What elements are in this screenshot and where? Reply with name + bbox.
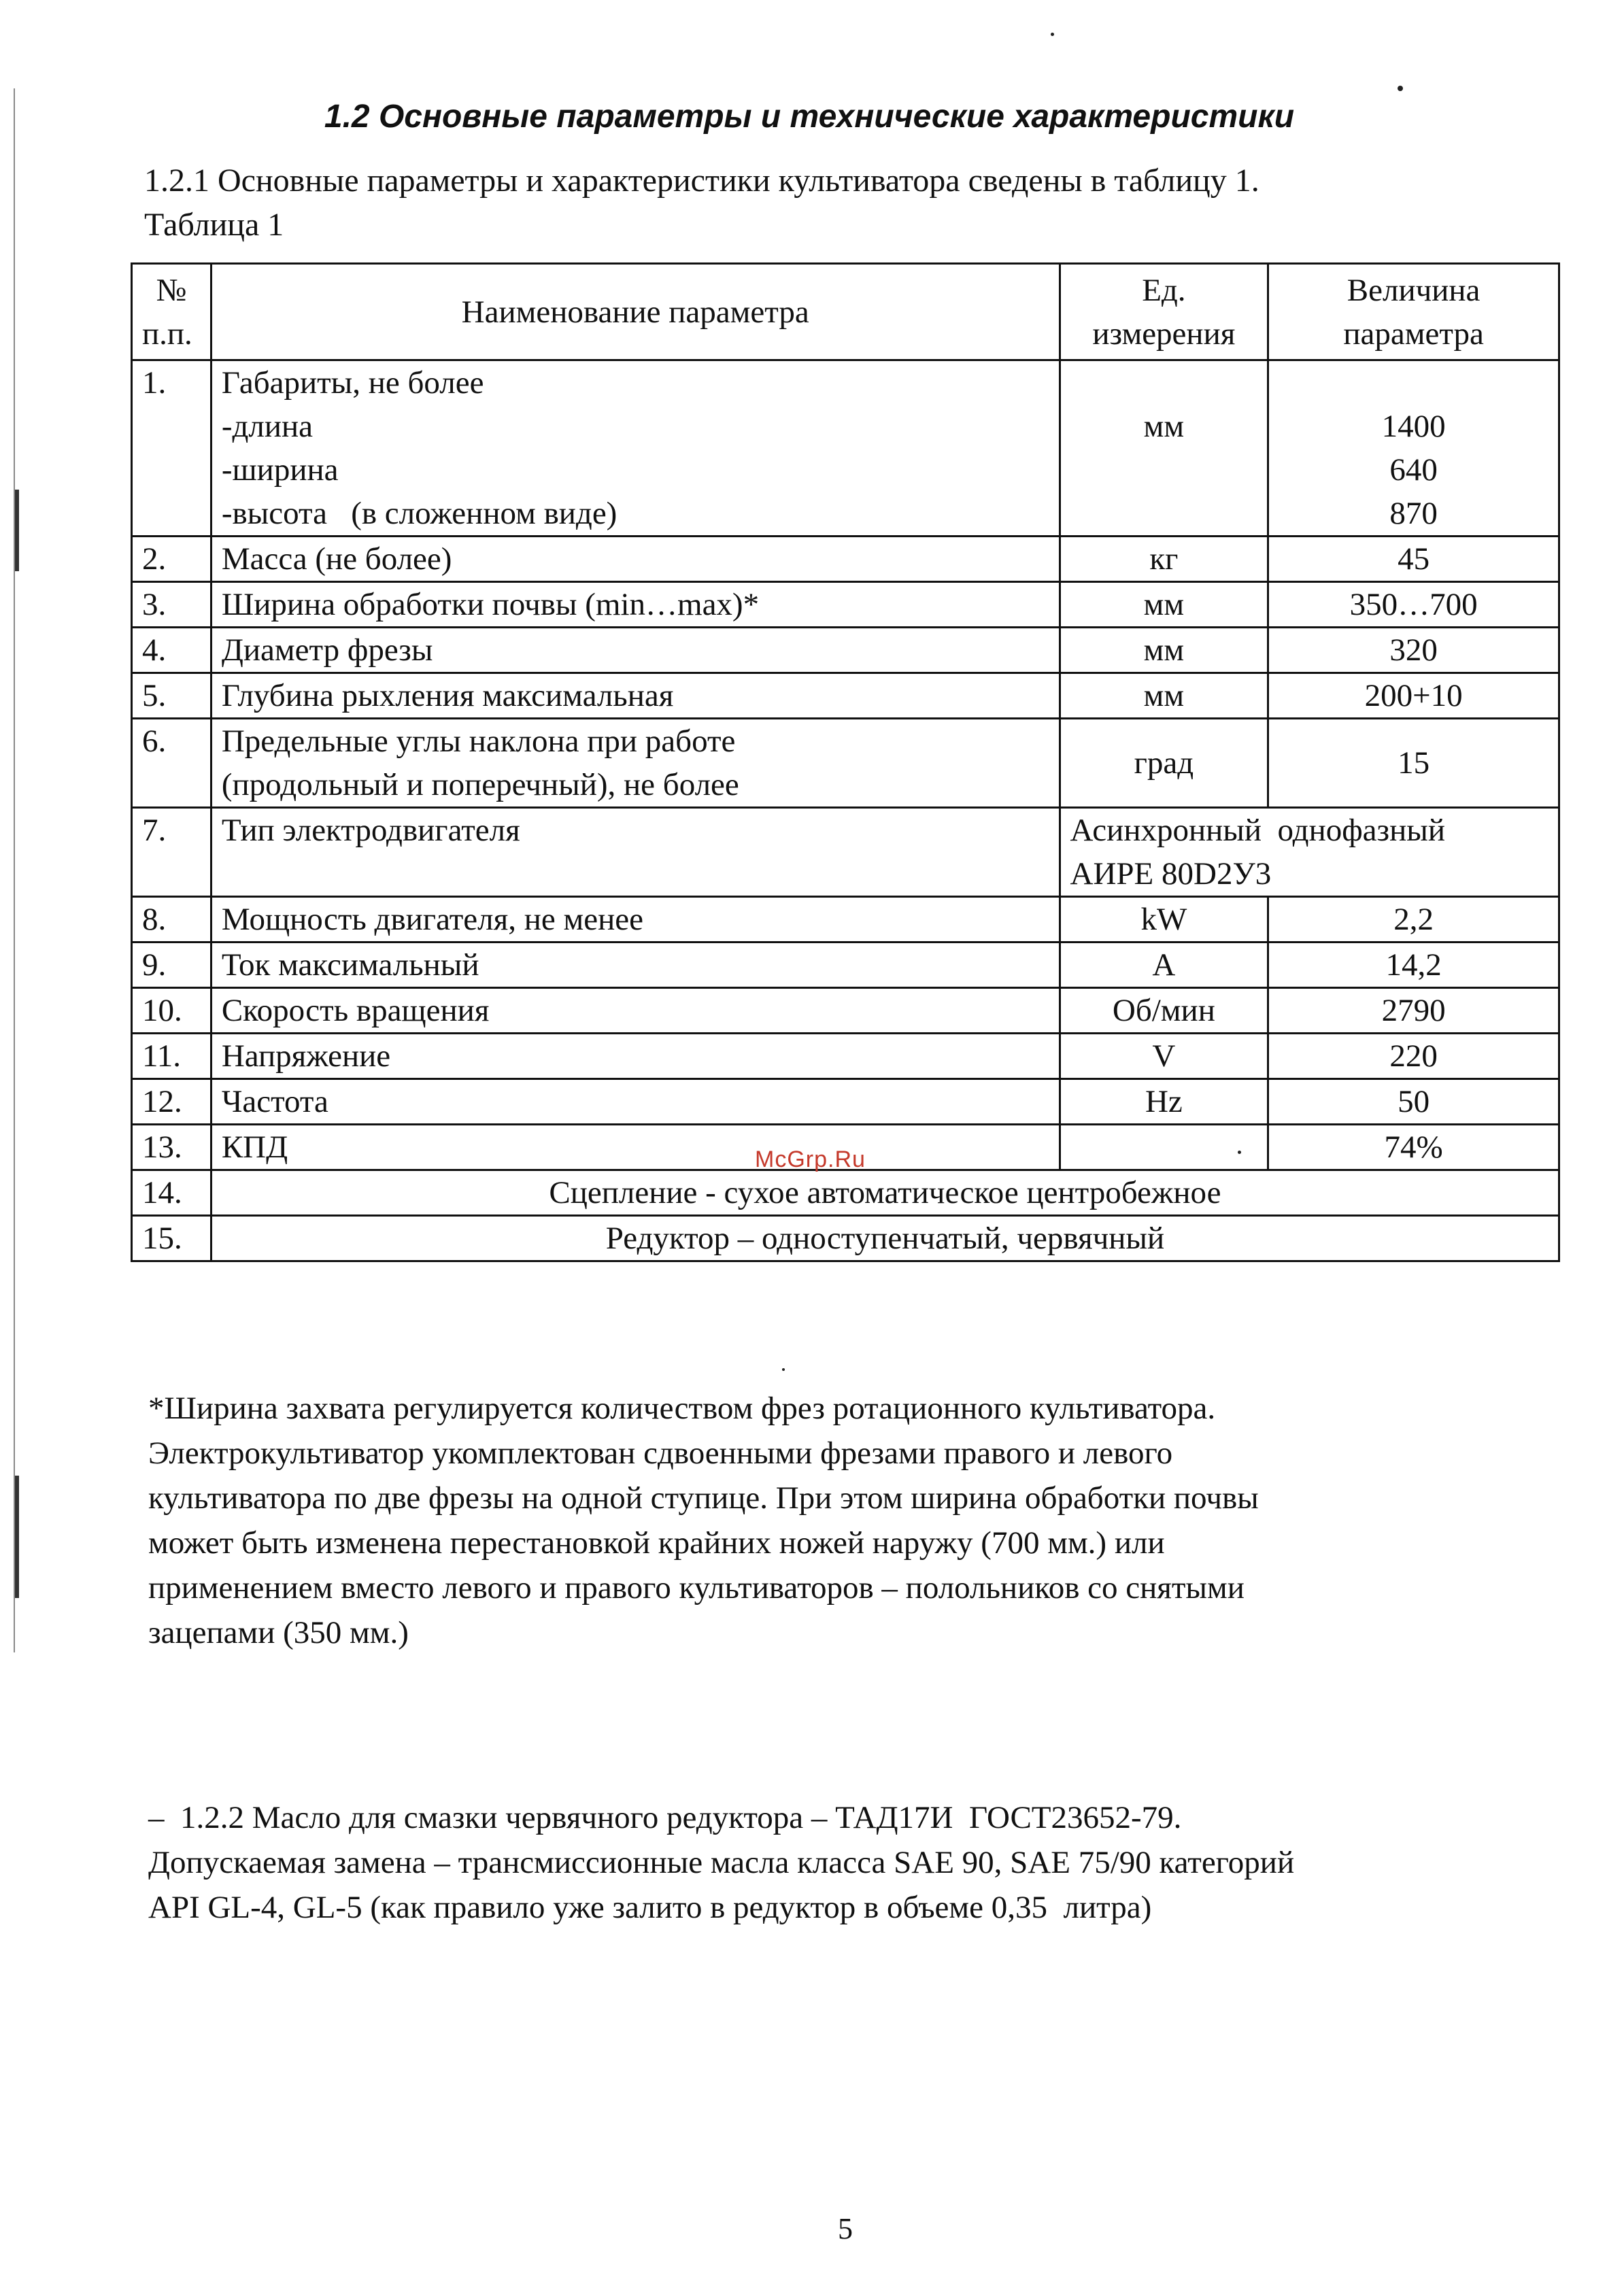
scan-speck (782, 1368, 785, 1371)
row-num: 4. (132, 628, 212, 673)
row-unit: град (1060, 719, 1268, 808)
row-value: 200+10 (1268, 673, 1559, 719)
table-row (132, 988, 1559, 1034)
row-num: 3. (132, 582, 212, 628)
oil-paragraph: – 1.2.2 Масло для смазки червячного редуктора – ТАД17И ГОСТ23652-79. Допускаемая замена – трансмиссионные масла класса SAE 90, SAE 75/90 категорий API GL-4, GL-5 (как правило уже залито в редуктор в объеме 0,35 литра) (148, 1800, 1295, 1925)
table-row (132, 360, 1559, 537)
row-value: 2,2 (1268, 897, 1559, 942)
scan-edge-mark (15, 1476, 19, 1598)
spec-table (131, 262, 1560, 1262)
row-value: 50 (1268, 1079, 1559, 1125)
row-num: 2. (132, 537, 212, 582)
row-num: 6. (132, 719, 212, 808)
row-unit: мм (1060, 360, 1268, 537)
row-value: 15 (1268, 719, 1559, 808)
row-unit (1060, 1125, 1268, 1170)
row-num: 11. (132, 1034, 212, 1079)
row-value: 350…700 (1268, 582, 1559, 628)
table-row (132, 808, 1559, 897)
table-row (132, 582, 1559, 628)
row-reducer: Редуктор – одноступенчатый, червячный (211, 1216, 1559, 1261)
table-row (132, 628, 1559, 673)
header-unit: Ед. измерения (1060, 264, 1268, 360)
row-name: Ширина обработки почвы (min…max)* (211, 582, 1060, 628)
row-num: 10. (132, 988, 212, 1034)
table-header-row (132, 264, 1559, 360)
header-num: № п.п. (132, 264, 212, 360)
row-name: Предельные углы наклона при работе (продольный и поперечный), не более (211, 719, 1060, 808)
row-unit: V (1060, 1034, 1268, 1079)
row-value: 220 (1268, 1034, 1559, 1079)
row-num: 9. (132, 942, 212, 988)
row-name: Масса (не более) (211, 537, 1060, 582)
row-num: 15. (132, 1216, 212, 1261)
row-unit: кг (1060, 537, 1268, 582)
row-num: 12. (132, 1079, 212, 1125)
scan-speck (1238, 1151, 1241, 1154)
row-unit: Hz (1060, 1079, 1268, 1125)
row-num: 14. (132, 1170, 212, 1216)
row-num: 7. (132, 808, 212, 897)
row-name: Габариты, не более -длина -ширина -высота (в сложенном виде) (211, 360, 1060, 537)
row-unit: kW (1060, 897, 1268, 942)
row-name: Напряжение (211, 1034, 1060, 1079)
table-row (132, 1034, 1559, 1079)
row-unit: мм (1060, 628, 1268, 673)
row-clutch: Сцепление - сухое автоматическое центробежное (211, 1170, 1559, 1216)
row-unit: A (1060, 942, 1268, 988)
table-row (132, 673, 1559, 719)
row-num: 1. (132, 360, 212, 537)
table-row (132, 719, 1559, 808)
scan-edge-line (14, 88, 15, 1652)
row-unit: мм (1060, 673, 1268, 719)
row-name: Тип электродвигателя (211, 808, 1060, 897)
scan-speck (1398, 86, 1403, 91)
section-heading: 1.2 Основные параметры и технические характеристики (324, 99, 1295, 135)
table-row (132, 1216, 1559, 1261)
table-row (132, 942, 1559, 988)
row-value: 2790 (1268, 988, 1559, 1034)
row-unit: Об/мин (1060, 988, 1268, 1034)
row-value: 320 (1268, 628, 1559, 673)
table-row (132, 897, 1559, 942)
table-row (132, 537, 1559, 582)
watermark: McGrp.Ru (755, 1146, 866, 1172)
row-value: 45 (1268, 537, 1559, 582)
row-value: 14,2 (1268, 942, 1559, 988)
row-unit: мм (1060, 582, 1268, 628)
row-value: 1400 640 870 (1268, 360, 1559, 537)
row-name: КПД (211, 1125, 1060, 1170)
table-row (132, 1170, 1559, 1216)
row-name: Диаметр фрезы (211, 628, 1060, 673)
row-name: Глубина рыхления максимальная (211, 673, 1060, 719)
footnote-paragraph: *Ширина захвата регулируется количеством фрез ротационного культиватора. Электрокультиватор укомплектован сдвоенными фрезами правого и левого культиватора по две фрезы на одной ступице. При этом ширина обработки почвы может быть изменена перестановкой крайних ножей наружу (700 мм.) или применением вместо левого и правого культиваторов – полольников со снятыми зацепами (350 мм.) (148, 1391, 1259, 1650)
row-name: Скорость вращения (211, 988, 1060, 1034)
table-row (132, 1079, 1559, 1125)
page-number: 5 (838, 2212, 853, 2245)
row-name: Мощность двигателя, не менее (211, 897, 1060, 942)
intro-paragraph: 1.2.1 Основные параметры и характеристики культиватора сведены в таблицу 1. (144, 163, 1259, 199)
row-motor-type: Асинхронный однофазный АИРЕ 80D2У3 (1060, 808, 1559, 897)
scan-speck (1051, 33, 1054, 36)
header-value: Величина параметра (1268, 264, 1559, 360)
header-name: Наименование параметра (211, 264, 1060, 360)
row-name: Частота (211, 1079, 1060, 1125)
scan-edge-mark (15, 490, 19, 571)
row-value: 74% (1268, 1125, 1559, 1170)
row-num: 13. (132, 1125, 212, 1170)
row-num: 5. (132, 673, 212, 719)
row-num: 8. (132, 897, 212, 942)
table-caption: Таблица 1 (144, 207, 284, 243)
row-name: Ток максимальный (211, 942, 1060, 988)
